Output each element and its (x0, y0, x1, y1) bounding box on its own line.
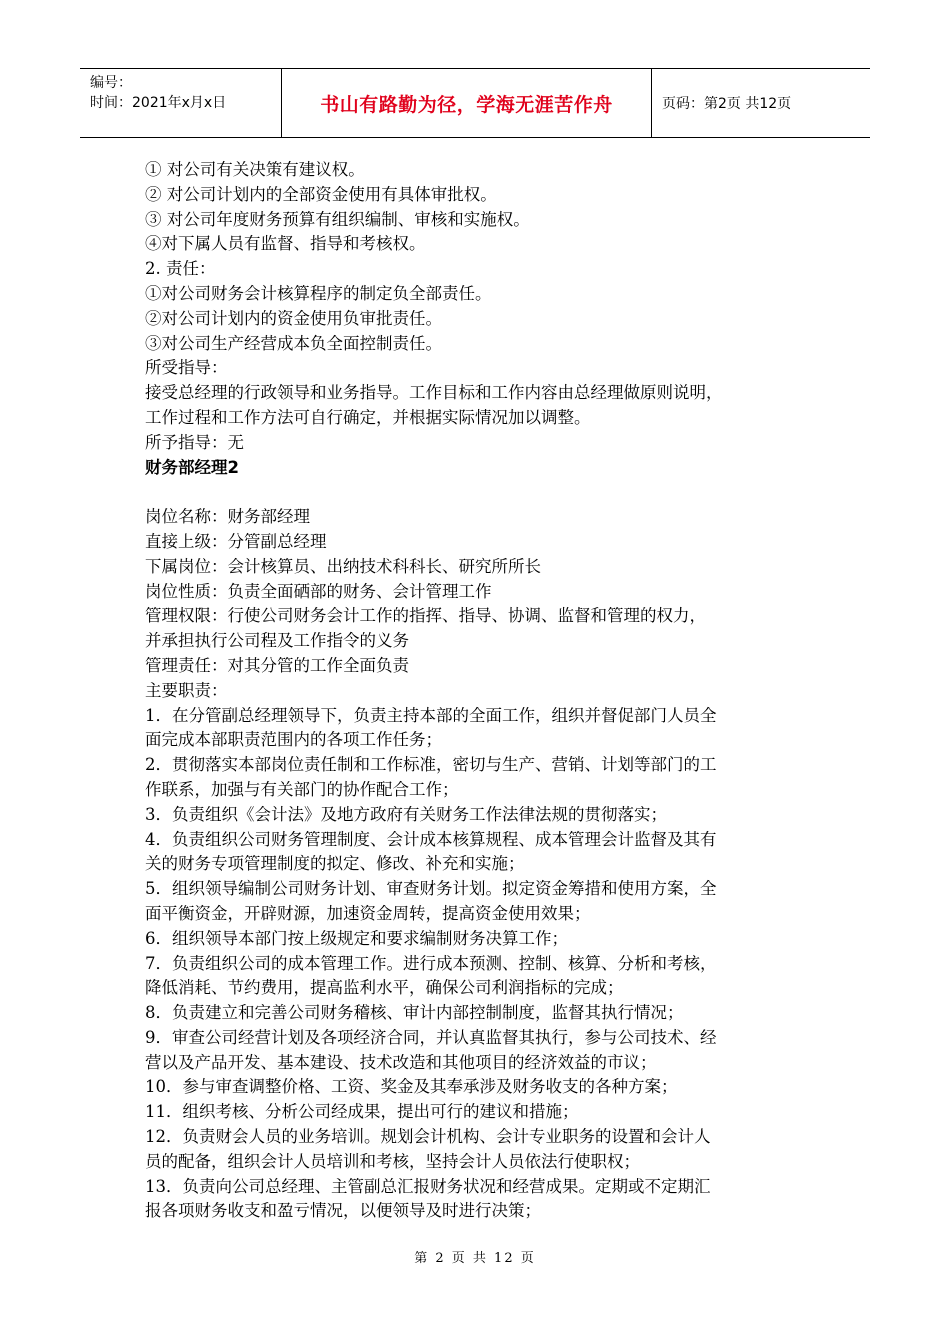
text-line: 12．负责财会人员的业务培训。规划会计机构、会计专业职务的设置和会计人 (145, 1127, 711, 1147)
header-meta (80, 69, 282, 137)
text-line: ① 对公司有关决策有建议权。 (145, 160, 365, 179)
text-line: 3．负责组织《会计法》及地方政府有关财务工作法律法规的贯彻落实； (145, 804, 667, 824)
header-page-number: 页码：第2页 共12页 (662, 96, 792, 112)
job-description-section (145, 505, 810, 1224)
text-line: 9．审查公司经营计划及各项经济合同，并认真监督其执行，参与公司技术、经 (145, 1027, 717, 1047)
text-line: 6．组织领导本部门按上级规定和要求编制财务决算工作； (145, 928, 568, 948)
text-line: ④对下属人员有监督、指导和考核权。 (145, 234, 426, 254)
text-line: 10．参与审查调整价格、工资、奖金及其奉承涉及财务收支的各种方案； (145, 1077, 678, 1097)
document-body (145, 158, 810, 1224)
header-motto: 书山有路勤为径，学海无涯苦作舟 (282, 69, 652, 137)
text-line: 并承担执行公司程及工作指令的义务 (145, 631, 409, 651)
text-line: 11．组织考核、分析公司经成果，提出可行的建议和措施； (145, 1102, 579, 1122)
text-line: 报各项财务收支和盈亏情况，以便领导及时进行决策； (145, 1201, 541, 1221)
text-line: 岗位性质：负责全面硒部的财务、会计管理工作 (145, 581, 492, 601)
text-line: 工作过程和工作方法可自行确定，并根据实际情况加以调整。 (145, 407, 591, 427)
text-line: 所予指导：无 (145, 432, 244, 452)
section-heading: 财务部经理2 (145, 457, 239, 477)
text-line: 管理权限：行使公司财务会计工作的指挥、指导、协调、监督和管理的权力， (145, 606, 706, 626)
text-line: 2．贯彻落实本部岗位责任制和工作标准，密切与生产、营销、计划等部门的工 (145, 755, 717, 775)
text-line: 2. 责任： (145, 259, 216, 279)
responsibility-section (145, 158, 810, 456)
text-line: 员的配备，组织会计人员培训和考核，坚持会计人员依法行使职权； (145, 1151, 640, 1171)
document-number-label: 编号： (90, 75, 132, 91)
text-line: 面完成本部职责范围内的各项工作任务； (145, 730, 442, 750)
text-line: 作联系，加强与有关部门的协作配合工作； (145, 779, 459, 799)
text-line: 1．在分管副总经理领导下，负责主持本部的全面工作，组织并督促部门人员全 (145, 705, 717, 725)
text-line: ③对公司生产经营成本负全面控制责任。 (145, 333, 442, 353)
text-line: 岗位名称：财务部经理 (145, 507, 310, 527)
text-line: 下属岗位：会计核算员、出纳技术科科长、研究所所长 (145, 556, 541, 576)
text-line: 接受总经理的行政领导和业务指导。工作目标和工作内容由总经理做原则说明， (145, 383, 723, 403)
text-line: 主要职责： (145, 680, 228, 700)
text-line: ② 对公司计划内的全部资金使用有具体审批权。 (145, 184, 497, 204)
page-footer: 第 2 页 共 12 页 (414, 1251, 536, 1266)
page-header (80, 68, 870, 138)
text-line: 7．负责组织公司的成本管理工作。进行成本预测、控制、核算、分析和考核， (145, 953, 717, 973)
text-line: 5．组织领导编制公司财务计划、审查财务计划。拟定资金筹措和使用方案，全 (145, 879, 717, 899)
text-line: 所受指导： (145, 358, 228, 378)
text-line: 直接上级：分管副总经理 (145, 531, 327, 551)
document-time-label: 时间：2021年x月x日 (90, 95, 227, 111)
text-line: 4．负责组织公司财务管理制度、会计成本核算规程、成本管理会计监督及其有 (145, 829, 717, 849)
text-line: 管理责任：对其分管的工作全面负责 (145, 655, 409, 675)
text-line: ①对公司财务会计核算程序的制定负全部责任。 (145, 283, 492, 303)
blank-line (145, 480, 810, 505)
text-line: 面平衡资金，开辟财源，加速资金周转，提高资金使用效果； (145, 903, 591, 923)
text-line: 8．负责建立和完善公司财务稽核、审计内部控制制度，监督其执行情况； (145, 1003, 684, 1023)
text-line: 营以及产品开发、基本建设、技术改造和其他项目的经济效益的市议； (145, 1052, 657, 1072)
text-line: ③ 对公司年度财务预算有组织编制、审核和实施权。 (145, 209, 530, 229)
text-line: 降低消耗、节约费用，提高监利水平，确保公司利润指标的完成； (145, 978, 624, 998)
text-line: 13．负责向公司总经理、主管副总汇报财务状况和经营成果。定期或不定期汇 (145, 1176, 711, 1196)
text-line: 关的财务专项管理制度的拟定、修改、补充和实施； (145, 854, 525, 874)
text-line: ②对公司计划内的资金使用负审批责任。 (145, 308, 442, 328)
